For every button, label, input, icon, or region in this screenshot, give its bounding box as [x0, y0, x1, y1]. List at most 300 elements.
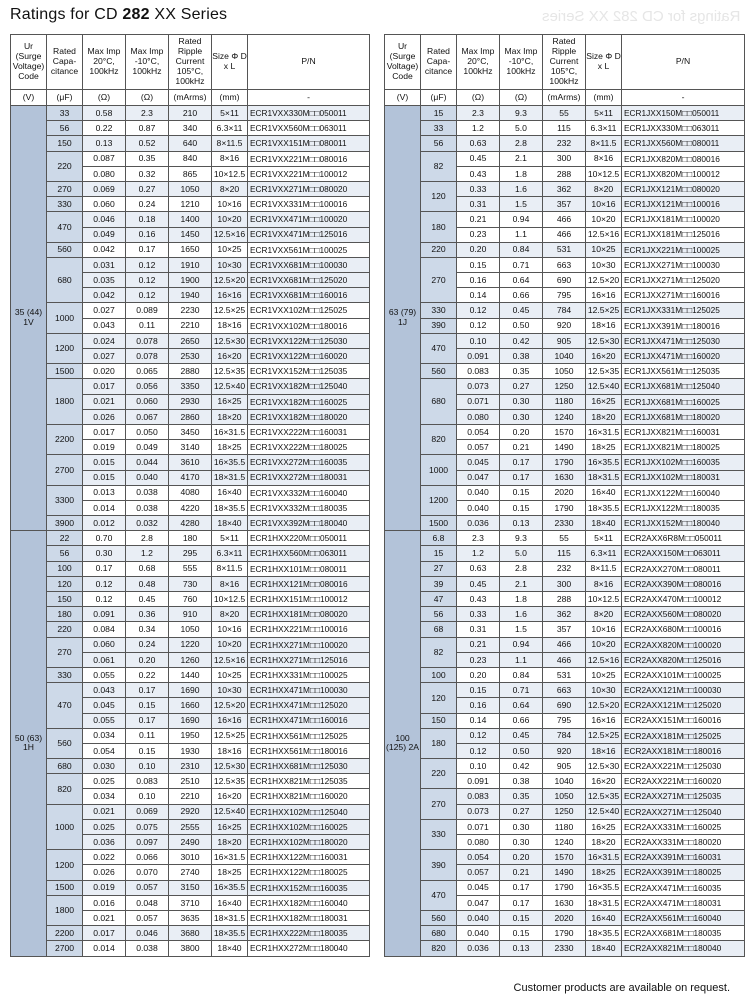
max-imp-minus10-cell: 0.15	[500, 500, 543, 515]
max-imp-minus10-cell: 0.20	[500, 424, 543, 439]
max-imp-minus10-cell: 0.66	[500, 288, 543, 303]
part-number-cell: ECR1HXX122M□□180025	[248, 865, 370, 880]
ripple-current-cell: 2530	[169, 349, 212, 364]
table-row	[385, 941, 745, 956]
part-number-cell: ECR1VXX392M□□180040	[248, 516, 370, 531]
max-imp-20-cell: 0.040	[457, 926, 500, 941]
max-imp-minus10-cell: 2.1	[500, 576, 543, 591]
ripple-current-cell: 55	[543, 106, 586, 121]
size-cell: 16×35.5	[212, 880, 248, 895]
table-row	[385, 531, 745, 546]
ripple-current-cell: 466	[543, 637, 586, 652]
part-number-cell: ECR1VXX182M□□180020	[248, 409, 370, 424]
capacitance-cell: 680	[47, 257, 83, 303]
ripple-current-cell: 362	[543, 181, 586, 196]
max-imp-20-cell: 0.017	[83, 424, 126, 439]
ripple-current-cell: 1490	[543, 865, 586, 880]
part-number-cell: ECR1HXX272M□□180040	[248, 941, 370, 956]
max-imp-minus10-cell: 0.11	[126, 728, 169, 743]
max-imp-20-cell: 0.14	[457, 288, 500, 303]
table-row	[385, 318, 745, 333]
size-cell: 10×30	[212, 683, 248, 698]
ripple-current-cell: 2930	[169, 394, 212, 409]
ripple-current-cell: 357	[543, 197, 586, 212]
part-number-cell: ECR1JXX820M□□080016	[622, 151, 745, 166]
max-imp-20-cell: 0.087	[83, 151, 126, 166]
table-row	[11, 151, 370, 166]
size-cell: 8×20	[212, 607, 248, 622]
table-row	[385, 424, 745, 439]
part-number-cell: ECR1HXX151M□□100012	[248, 592, 370, 607]
max-imp-20-cell: 0.025	[83, 819, 126, 834]
ripple-current-cell: 4080	[169, 485, 212, 500]
part-number-cell: ECR2AXX471M□□180031	[622, 895, 745, 910]
max-imp-20-cell: 1.2	[457, 546, 500, 561]
part-number-cell: ECR1VXX271M□□080020	[248, 181, 370, 196]
ripple-current-cell: 1790	[543, 500, 586, 515]
ripple-current-cell: 4220	[169, 500, 212, 515]
size-cell: 5×11	[212, 106, 248, 121]
ripple-current-cell: 531	[543, 667, 586, 682]
table-row	[11, 637, 370, 652]
size-cell: 16×20	[586, 774, 622, 789]
part-number-cell: ECR1VXX331M□□100016	[248, 197, 370, 212]
part-number-cell: ECR1HXX821M□□125035	[248, 774, 370, 789]
size-cell: 6.3×11	[212, 546, 248, 561]
ripple-current-cell: 357	[543, 622, 586, 637]
table-row	[385, 136, 745, 151]
voltage-code: 63 (79) 1J	[385, 106, 421, 531]
part-number-cell: ECR1VXX182M□□125040	[248, 379, 370, 394]
part-number-cell: ECR1HXX561M□□180016	[248, 743, 370, 758]
capacitance-cell: 120	[47, 576, 83, 591]
part-number-cell: ECR1VXX222M□□160031	[248, 424, 370, 439]
ripple-current-cell: 4280	[169, 516, 212, 531]
max-imp-20-cell: 0.047	[457, 470, 500, 485]
max-imp-minus10-cell: 0.45	[500, 303, 543, 318]
part-number-cell: ECR1HXX471M□□125020	[248, 698, 370, 713]
part-number-cell: ECR2AXX121M□□100030	[622, 683, 745, 698]
part-number-cell: ECR1JXX331M□□125025	[622, 303, 745, 318]
max-imp-20-cell: 0.020	[83, 364, 126, 379]
max-imp-minus10-cell: 0.038	[126, 485, 169, 500]
part-number-cell: ECR1JXX181M□□125016	[622, 227, 745, 242]
part-number-cell: ECR1HXX221M□□100016	[248, 622, 370, 637]
capacitance-cell: 180	[47, 607, 83, 622]
ripple-current-cell: 1490	[543, 440, 586, 455]
capacitance-cell: 33	[47, 106, 83, 121]
max-imp-20-cell: 0.042	[83, 288, 126, 303]
max-imp-minus10-cell: 0.17	[500, 470, 543, 485]
part-number-cell: ECR2AXX680M□□100016	[622, 622, 745, 637]
part-number-cell: ECR1JXX102M□□180031	[622, 470, 745, 485]
size-cell: 10×16	[586, 197, 622, 212]
max-imp-20-cell: 0.015	[83, 455, 126, 470]
size-cell: 16×40	[586, 910, 622, 925]
max-imp-20-cell: 0.70	[83, 531, 126, 546]
title-prefix: Ratings for CD	[10, 6, 123, 23]
ripple-current-cell: 2650	[169, 333, 212, 348]
max-imp-minus10-cell: 0.15	[126, 743, 169, 758]
size-cell: 16×20	[212, 789, 248, 804]
size-cell: 16×35.5	[586, 880, 622, 895]
max-imp-20-cell: 0.043	[83, 683, 126, 698]
size-cell: 10×20	[586, 637, 622, 652]
part-number-cell: ECR2AXX470M□□100012	[622, 592, 745, 607]
capacitance-cell: 180	[421, 212, 457, 242]
max-imp-minus10-cell: 0.040	[126, 470, 169, 485]
size-cell: 5×11	[586, 531, 622, 546]
table-row	[11, 941, 370, 956]
max-imp-20-cell: 0.12	[457, 743, 500, 758]
capacitance-cell: 820	[47, 774, 83, 804]
part-number-cell: ECR1VXX152M□□125035	[248, 364, 370, 379]
max-imp-minus10-cell: 0.066	[126, 850, 169, 865]
table-row	[385, 516, 745, 531]
size-cell: 10×16	[586, 622, 622, 637]
ripple-current-cell: 2510	[169, 774, 212, 789]
ripple-current-cell: 1690	[169, 713, 212, 728]
size-cell: 12.5×40	[212, 804, 248, 819]
capacitance-cell: 120	[421, 683, 457, 713]
ripple-current-cell: 3710	[169, 895, 212, 910]
capacitance-cell: 56	[421, 607, 457, 622]
max-imp-20-cell: 0.33	[457, 607, 500, 622]
max-imp-20-cell: 0.045	[457, 880, 500, 895]
part-number-cell: ECR2AXX681M□□180035	[622, 926, 745, 941]
max-imp-20-cell: 0.016	[83, 895, 126, 910]
part-number-cell: ECR2AXX391M□□180025	[622, 865, 745, 880]
part-number-cell: ECR1JXX122M□□160040	[622, 485, 745, 500]
table-row	[385, 257, 745, 272]
table-row	[385, 713, 745, 728]
size-cell: 18×35.5	[586, 500, 622, 515]
max-imp-20-cell: 0.015	[83, 470, 126, 485]
size-cell: 10×20	[212, 212, 248, 227]
max-imp-minus10-cell: 0.50	[500, 318, 543, 333]
max-imp-20-cell: 0.049	[83, 227, 126, 242]
ripple-current-cell: 2330	[543, 516, 586, 531]
capacitance-cell: 150	[421, 713, 457, 728]
max-imp-minus10-cell: 0.30	[500, 819, 543, 834]
ripple-current-cell: 1180	[543, 819, 586, 834]
ripple-current-cell: 1790	[543, 880, 586, 895]
part-number-cell: ECR2AXX471M□□160035	[622, 880, 745, 895]
part-number-cell: ECR1HXX560M□□063011	[248, 546, 370, 561]
size-cell: 16×35.5	[586, 455, 622, 470]
size-cell: 16×20	[212, 349, 248, 364]
size-cell: 16×25	[586, 819, 622, 834]
size-cell: 8×20	[586, 181, 622, 196]
max-imp-minus10-cell: 0.21	[500, 440, 543, 455]
ripple-current-cell: 1570	[543, 850, 586, 865]
ripple-current-cell: 295	[169, 546, 212, 561]
max-imp-minus10-cell: 0.24	[126, 197, 169, 212]
size-cell: 6.3×11	[586, 121, 622, 136]
table-row	[385, 880, 745, 895]
max-imp-minus10-cell: 0.049	[126, 440, 169, 455]
ripple-current-cell: 1040	[543, 349, 586, 364]
max-imp-20-cell: 0.031	[83, 257, 126, 272]
capacitance-cell: 220	[47, 151, 83, 181]
max-imp-minus10-cell: 0.18	[126, 212, 169, 227]
ripple-current-cell: 2020	[543, 910, 586, 925]
part-number-cell: ECR2AXX150M□□063011	[622, 546, 745, 561]
header-code: Ur (Surge Voltage) Code	[385, 35, 421, 90]
max-imp-20-cell: 0.060	[83, 197, 126, 212]
ripple-current-cell: 232	[543, 561, 586, 576]
max-imp-20-cell: 0.58	[83, 106, 126, 121]
max-imp-20-cell: 0.057	[457, 865, 500, 880]
max-imp-minus10-cell: 0.050	[126, 424, 169, 439]
part-number-cell: ECR1JXX121M□□080020	[622, 181, 745, 196]
ripple-current-cell: 1260	[169, 652, 212, 667]
size-cell: 16×25	[586, 394, 622, 409]
max-imp-20-cell: 2.3	[457, 106, 500, 121]
ghost-title: Ratings for CD 282 XX Series	[541, 8, 740, 25]
ripple-current-cell: 920	[543, 743, 586, 758]
header-size: Size Φ D x L	[212, 35, 248, 90]
capacitance-cell: 100	[421, 667, 457, 682]
ripple-current-cell: 288	[543, 166, 586, 181]
table-row	[11, 895, 370, 910]
max-imp-minus10-cell: 0.032	[126, 516, 169, 531]
max-imp-minus10-cell: 0.35	[126, 151, 169, 166]
max-imp-20-cell: 0.036	[457, 516, 500, 531]
capacitance-cell: 330	[47, 667, 83, 682]
capacitance-cell: 270	[47, 181, 83, 196]
max-imp-minus10-cell: 0.30	[500, 835, 543, 850]
max-imp-minus10-cell: 0.16	[126, 227, 169, 242]
max-imp-20-cell: 0.026	[83, 865, 126, 880]
size-cell: 12.5×16	[212, 652, 248, 667]
max-imp-minus10-cell: 0.10	[126, 789, 169, 804]
size-cell: 16×31.5	[586, 850, 622, 865]
max-imp-minus10-cell: 2.3	[126, 106, 169, 121]
max-imp-20-cell: 0.21	[457, 637, 500, 652]
ripple-current-cell: 531	[543, 242, 586, 257]
unit-v: (V)	[385, 90, 421, 106]
unit-dash: -	[248, 90, 370, 106]
max-imp-minus10-cell: 0.056	[126, 379, 169, 394]
table-row	[11, 728, 370, 743]
max-imp-minus10-cell: 0.20	[500, 850, 543, 865]
max-imp-minus10-cell: 0.20	[126, 652, 169, 667]
capacitance-cell: 1500	[421, 516, 457, 531]
max-imp-minus10-cell: 0.32	[126, 166, 169, 181]
table-row	[385, 333, 745, 348]
ripple-current-cell: 2555	[169, 819, 212, 834]
max-imp-20-cell: 0.054	[457, 850, 500, 865]
part-number-cell: ECR1JXX681M□□125040	[622, 379, 745, 394]
table-row	[385, 728, 745, 743]
ripple-current-cell: 3140	[169, 440, 212, 455]
size-cell: 16×31.5	[212, 424, 248, 439]
max-imp-20-cell: 0.045	[457, 455, 500, 470]
size-cell: 10×12.5	[586, 166, 622, 181]
max-imp-minus10-cell: 9.3	[500, 531, 543, 546]
max-imp-20-cell: 0.042	[83, 242, 126, 257]
size-cell: 18×31.5	[586, 470, 622, 485]
table-row	[385, 789, 745, 804]
part-number-cell: ECR1JXX330M□□063011	[622, 121, 745, 136]
part-number-cell: ECR1JXX181M□□100020	[622, 212, 745, 227]
ripple-current-cell: 1660	[169, 698, 212, 713]
ripple-current-cell: 1180	[543, 394, 586, 409]
part-number-cell: ECR1HXX102M□□160025	[248, 819, 370, 834]
part-number-cell: ECR1VXX561M□□100025	[248, 242, 370, 257]
table-row	[385, 607, 745, 622]
capacitance-cell: 470	[421, 880, 457, 910]
unit-marms: (mArms)	[543, 90, 586, 106]
table-row	[385, 242, 745, 257]
max-imp-20-cell: 0.12	[83, 576, 126, 591]
max-imp-minus10-cell: 0.12	[126, 288, 169, 303]
max-imp-20-cell: 0.23	[457, 227, 500, 242]
title-suffix: XX Series	[149, 6, 228, 23]
table-row	[11, 683, 370, 698]
max-imp-minus10-cell: 1.2	[126, 546, 169, 561]
max-imp-20-cell: 0.12	[457, 318, 500, 333]
ripple-current-cell: 784	[543, 303, 586, 318]
table-row	[11, 379, 370, 394]
capacitance-cell: 270	[421, 257, 457, 303]
part-number-cell: ECR1VXX151M□□080011	[248, 136, 370, 151]
part-number-cell: ECR1HXX122M□□160031	[248, 850, 370, 865]
max-imp-20-cell: 0.23	[457, 652, 500, 667]
size-cell: 12.5×20	[586, 698, 622, 713]
max-imp-minus10-cell: 1.8	[500, 592, 543, 607]
capacitance-cell: 2200	[47, 926, 83, 941]
size-cell: 10×12.5	[212, 592, 248, 607]
size-cell: 18×20	[212, 835, 248, 850]
ripple-current-cell: 795	[543, 713, 586, 728]
max-imp-minus10-cell: 0.22	[126, 667, 169, 682]
size-cell: 12.5×16	[586, 652, 622, 667]
part-number-cell: ECR2AXX560M□□080020	[622, 607, 745, 622]
max-imp-20-cell: 0.091	[457, 774, 500, 789]
size-cell: 10×12.5	[212, 166, 248, 181]
part-number-cell: ECR1VXX102M□□125025	[248, 303, 370, 318]
max-imp-minus10-cell: 0.10	[126, 759, 169, 774]
part-number-cell: ECR1JXX271M□□160016	[622, 288, 745, 303]
size-cell: 10×12.5	[586, 592, 622, 607]
ripple-current-cell: 555	[169, 561, 212, 576]
part-number-cell: ECR1VXX471M□□125016	[248, 227, 370, 242]
ripple-current-cell: 760	[169, 592, 212, 607]
part-number-cell: ECR2AXX101M□□100025	[622, 667, 745, 682]
size-cell: 12.5×35	[586, 789, 622, 804]
part-number-cell: ECR1JXX820M□□100012	[622, 166, 745, 181]
max-imp-minus10-cell: 0.15	[126, 698, 169, 713]
ripple-current-cell: 115	[543, 121, 586, 136]
ripple-current-cell: 865	[169, 166, 212, 181]
max-imp-minus10-cell: 0.27	[500, 379, 543, 394]
voltage-code: 50 (63) 1H	[11, 531, 47, 956]
table-row	[11, 197, 370, 212]
max-imp-minus10-cell: 0.097	[126, 835, 169, 850]
part-number-cell: ECR1VXX122M□□160020	[248, 349, 370, 364]
max-imp-minus10-cell: 9.3	[500, 106, 543, 121]
size-cell: 16×35.5	[212, 455, 248, 470]
part-number-cell: ECR1JXX681M□□160025	[622, 394, 745, 409]
table-row	[385, 379, 745, 394]
part-number-cell: ECR1HXX102M□□125040	[248, 804, 370, 819]
max-imp-20-cell: 0.047	[457, 895, 500, 910]
ripple-current-cell: 1050	[543, 789, 586, 804]
max-imp-minus10-cell: 0.21	[500, 865, 543, 880]
max-imp-20-cell: 0.012	[83, 516, 126, 531]
size-cell: 16×40	[212, 485, 248, 500]
size-cell: 8×11.5	[586, 561, 622, 576]
part-number-cell: ECR2AXX331M□□160025	[622, 819, 745, 834]
ripple-current-cell: 920	[543, 318, 586, 333]
size-cell: 5×11	[212, 531, 248, 546]
ripple-current-cell: 1050	[169, 181, 212, 196]
max-imp-20-cell: 0.13	[83, 136, 126, 151]
size-cell: 12.5×40	[212, 379, 248, 394]
table-row	[11, 181, 370, 196]
capacitance-cell: 15	[421, 546, 457, 561]
table-row	[11, 607, 370, 622]
part-number-cell: ECR1HXX561M□□125025	[248, 728, 370, 743]
max-imp-minus10-cell: 0.13	[500, 516, 543, 531]
capacitance-cell: 330	[47, 197, 83, 212]
max-imp-20-cell: 0.057	[457, 440, 500, 455]
header-capacitance: Rated Capa-citance	[47, 35, 83, 90]
part-number-cell: ECR1VXX332M□□180035	[248, 500, 370, 515]
ripple-current-cell: 2490	[169, 835, 212, 850]
part-number-cell: ECR1JXX150M□□050011	[622, 106, 745, 121]
max-imp-minus10-cell: 0.71	[500, 257, 543, 272]
table-row	[385, 303, 745, 318]
part-number-cell: ECR2AXX331M□□180020	[622, 835, 745, 850]
size-cell: 8×20	[586, 607, 622, 622]
size-cell: 18×20	[586, 835, 622, 850]
ripple-current-cell: 1440	[169, 667, 212, 682]
max-imp-minus10-cell: 0.12	[126, 273, 169, 288]
size-cell: 10×30	[586, 257, 622, 272]
capacitance-cell: 470	[47, 683, 83, 729]
ripple-current-cell: 1790	[543, 926, 586, 941]
size-cell: 18×16	[586, 318, 622, 333]
table-row	[385, 455, 745, 470]
max-imp-20-cell: 0.080	[457, 409, 500, 424]
part-number-cell: ECR1VXX182M□□160025	[248, 394, 370, 409]
table-row	[11, 561, 370, 576]
ripple-current-cell: 1570	[543, 424, 586, 439]
ripple-current-cell: 1650	[169, 242, 212, 257]
ripple-current-cell: 288	[543, 592, 586, 607]
size-cell: 16×25	[212, 394, 248, 409]
part-number-cell: ECR1HXX471M□□160016	[248, 713, 370, 728]
max-imp-minus10-cell: 0.45	[500, 728, 543, 743]
size-cell: 18×35.5	[586, 926, 622, 941]
table-row	[11, 804, 370, 819]
max-imp-20-cell: 0.040	[457, 910, 500, 925]
max-imp-20-cell: 0.45	[457, 151, 500, 166]
capacitance-cell: 390	[421, 850, 457, 880]
max-imp-20-cell: 0.040	[457, 485, 500, 500]
size-cell: 16×16	[586, 288, 622, 303]
size-cell: 12.5×40	[586, 804, 622, 819]
max-imp-minus10-cell: 0.35	[500, 789, 543, 804]
max-imp-20-cell: 0.12	[457, 728, 500, 743]
max-imp-minus10-cell: 0.078	[126, 349, 169, 364]
table-row	[11, 880, 370, 895]
ripple-current-cell: 2230	[169, 303, 212, 318]
table-row	[385, 592, 745, 607]
